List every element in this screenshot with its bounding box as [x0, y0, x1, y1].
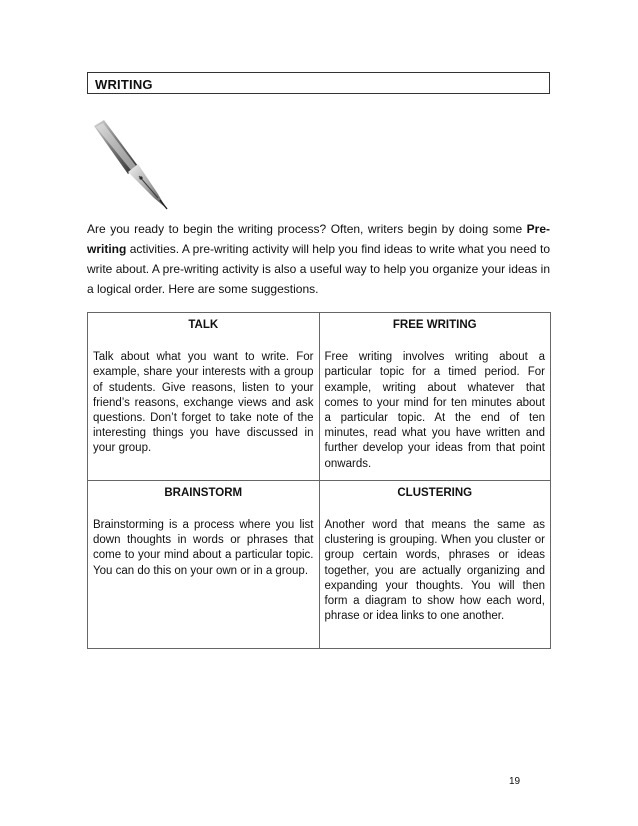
- pre-writing-activities-table: [87, 312, 551, 649]
- pre-writing-term: Pre-writing: [87, 222, 550, 256]
- page-number: 19: [509, 776, 521, 787]
- activity-heading: BRAINSTORM: [164, 486, 243, 499]
- fountain-pen-nib-icon: [92, 118, 172, 212]
- activity-heading: FREE WRITING: [392, 319, 477, 331]
- activity-cell-clustering: [319, 480, 551, 648]
- intro-text-end: activities. A pre-writing activity will help you find ideas to write what you need to write about. A pre-writing activity is also a useful way to help you organize your ideas in a logical order. Here are some suggestions.: [87, 242, 550, 296]
- activity-description: Talk about what you want to write. For example, share your interests with a group of students. Give reasons, listen to your friend’s reasons, exchange views and ask questions. Don’t forget to take note of the interesting things you have discussed in your group.: [93, 351, 314, 455]
- activity-cell-talk: [88, 313, 320, 481]
- activity-cell-brainstorm: [88, 480, 320, 648]
- activity-cell-free-writing: [319, 313, 551, 481]
- activity-description: Another word that means the same as clustering is grouping. When you cluster or group certain words, phrases or ideas together, you are actually organizing and expanding your thoughts. You will then form a diagram to show how each word, phrase or idea links to one another.: [324, 519, 545, 623]
- activity-heading: TALK: [188, 319, 219, 331]
- intro-paragraph: [87, 219, 550, 299]
- table-row: [88, 313, 551, 481]
- activity-description: Brainstorming is a process where you list down thoughts in words or phrases that come to your mind about a particular topic. You can do this on your own or in a group.: [93, 519, 314, 577]
- table-row: [88, 480, 551, 648]
- intro-text-start: Are you ready to begin the writing process? Often, writers begin by doing some: [87, 222, 527, 236]
- activity-heading: CLUSTERING: [397, 486, 473, 499]
- activity-description: Free writing involves writing about a particular topic for a timed period. For example, writing about whatever that comes to your mind for ten minutes about a particular topic. At the end of ten minutes, read what you have written and further develop your ideas from that point onwards.: [324, 351, 545, 470]
- section-title: WRITING: [87, 72, 550, 94]
